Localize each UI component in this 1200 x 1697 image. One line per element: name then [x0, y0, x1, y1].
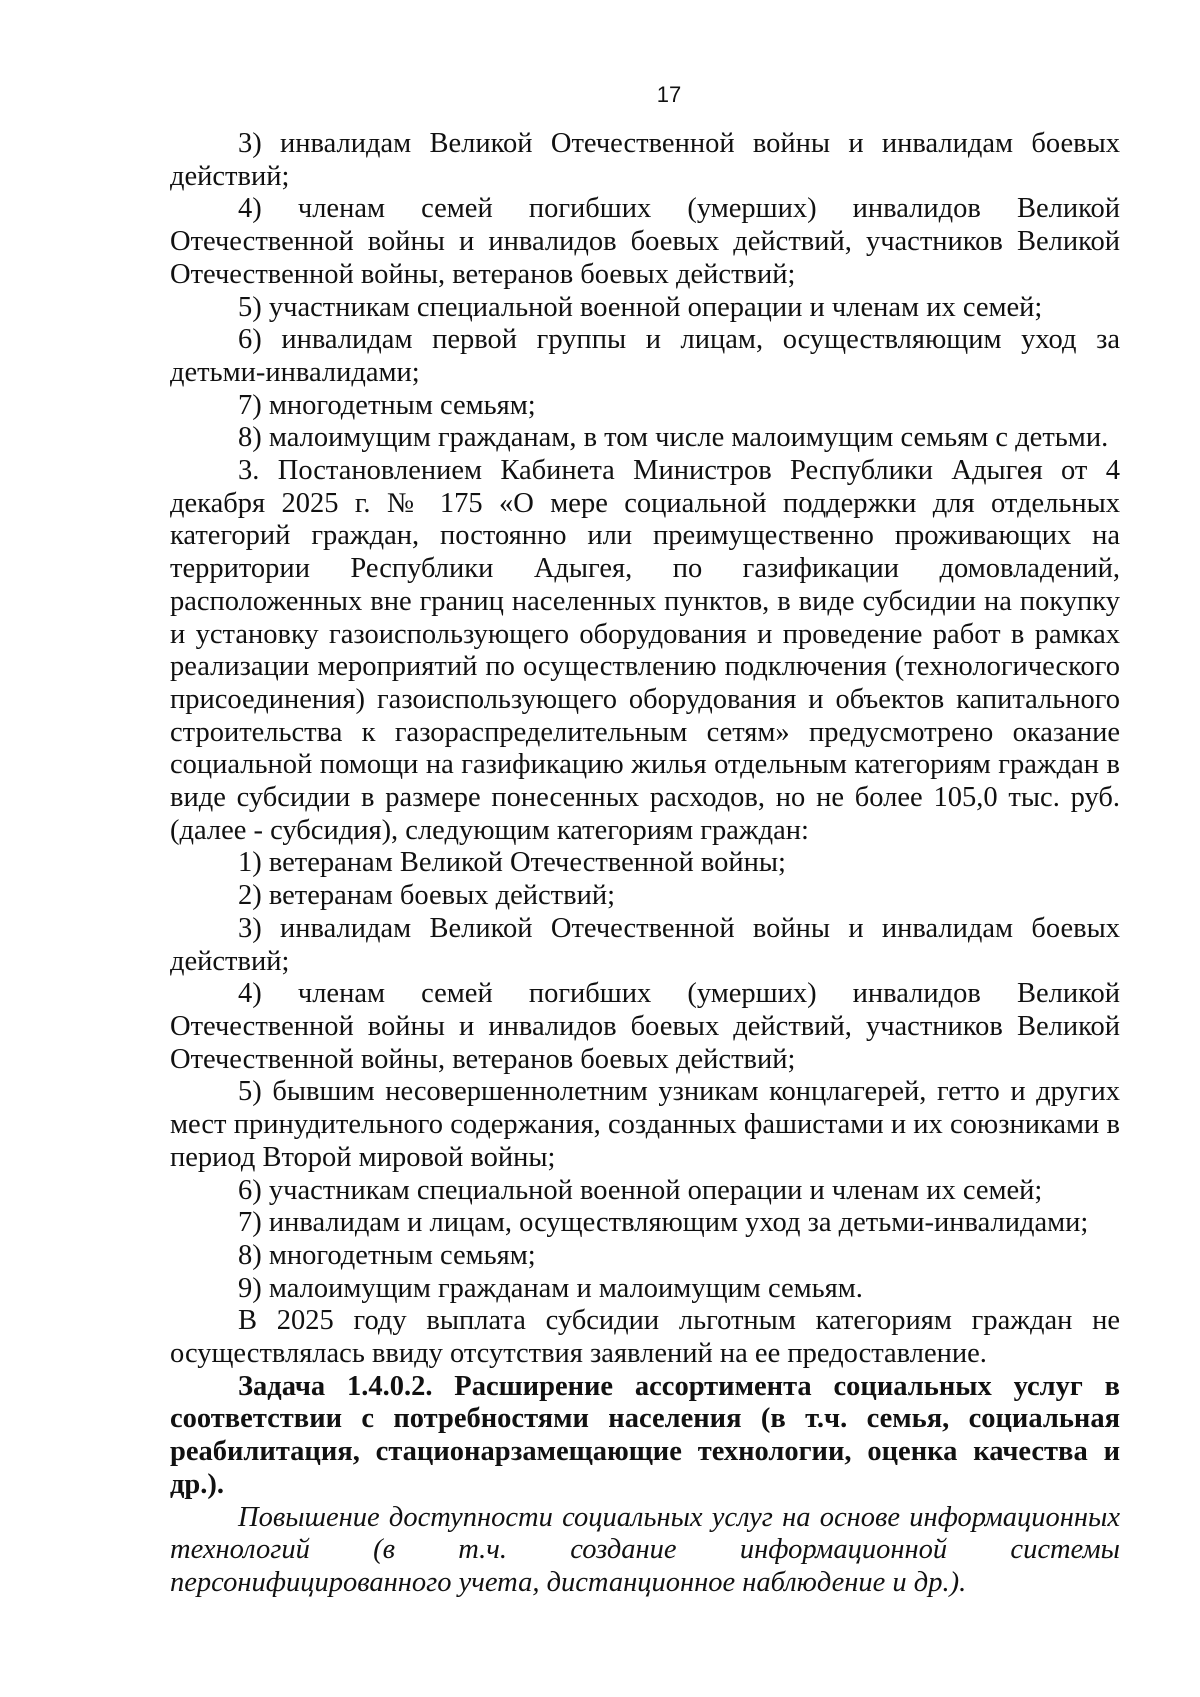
list-item-5-svo-participants: 5) участникам специальной военной операции и членам их семей; [238, 291, 1043, 323]
list-item-8-large-families: 8) многодетным семьям; [238, 1239, 536, 1271]
list-item-7-large-families: 7) многодетным семьям; [238, 389, 536, 421]
task-heading: Задача 1.4.0.2. Расширение ассортимента социальных услуг в соответствии с потребностями населения (в т.ч. семья, социальная реабилитация, стационарзамещающие технологии, оценка качества и др.). [170, 1370, 1120, 1500]
list-item-6-svo-participants: 6) участникам специальной военной операции и членам их семей; [238, 1174, 1043, 1206]
list-item-5-former-prisoners: 5) бывшим несовершеннолетним узникам концлагерей, гетто и других мест принудительного содержания, созданных фашистами и их союзниками в период Второй мировой войны; [170, 1076, 1120, 1173]
list-item-4-family-members: 4) членам семей погибших (умерших) инвалидов Великой Отечественной войны и инвалидов боевых действий, участников Великой Отечественной войны, ветеранов боевых действий; [170, 193, 1120, 290]
document-body [170, 128, 1120, 1600]
page-number: 17 [656, 82, 682, 107]
list-item-4-family-members: 4) членам семей погибших (умерших) инвалидов Великой Отечественной войны и инвалидов боевых действий, участников Великой Отечественной войны, ветеранов боевых действий; [170, 978, 1120, 1075]
list-item-7-disabled-caregivers: 7) инвалидам и лицам, осуществляющим уход за детьми-инвалидами; [238, 1207, 1089, 1239]
paragraph-subsidy-2025: В 2025 году выплата субсидии льготным категориям граждан не осуществлялась ввиду отсутствия заявлений на ее предоставление. [170, 1305, 1120, 1370]
list-item-9-low-income: 9) малоимущим гражданам и малоимущим семьям. [238, 1272, 863, 1304]
list-item-8-low-income: 8) малоимущим гражданам, в том числе малоимущим семьям с детьми. [238, 422, 1109, 454]
list-item-3-disabled-veterans: 3) инвалидам Великой Отечественной войны и инвалидам боевых действий; [170, 912, 1120, 977]
paragraph-resolution-175: 3. Постановлением Кабинета Министров Республики Адыгея от 4 декабря 2025 г. № 175 «О мере социальной поддержки для отдельных категорий граждан, постоянно или преимущественно проживающих на территории Республики Адыгея, по газификации домовладений, расположенных вне границ населенных пунктов, в виде субсидии на покупку и установку газоиспользующего оборудования и проведение работ в рамках реализации мероприятий по осуществлению подключения (технологического присоединения) газоиспользующего оборудования и объектов капитального строительства к газораспределительным сетям» предусмотрено оказание социальной помощи на газификацию жилья отдельным категориям граждан в виде субсидии в размере понесенных расходов, но не более 105,0 тыс. руб. (далее - субсидия), следующим категориям граждан: [170, 455, 1120, 846]
list-item-1-wwii-veterans: 1) ветеранам Великой Отечественной войны; [238, 847, 786, 879]
list-item-3-disabled-veterans: 3) инвалидам Великой Отечественной войны и инвалидам боевых действий; [170, 128, 1120, 192]
list-item-2-combat-veterans: 2) ветеранам боевых действий; [238, 880, 615, 912]
italic-subtitle: Повышение доступности социальных услуг на основе информационных технологий (в т.ч. создание информационной системы персонифицированного учета, дистанционное наблюдение и др.). [170, 1501, 1120, 1598]
list-item-6-disabled-first-group: 6) инвалидам первой группы и лицам, осуществляющим уход за детьми-инвалидами; [170, 324, 1120, 388]
